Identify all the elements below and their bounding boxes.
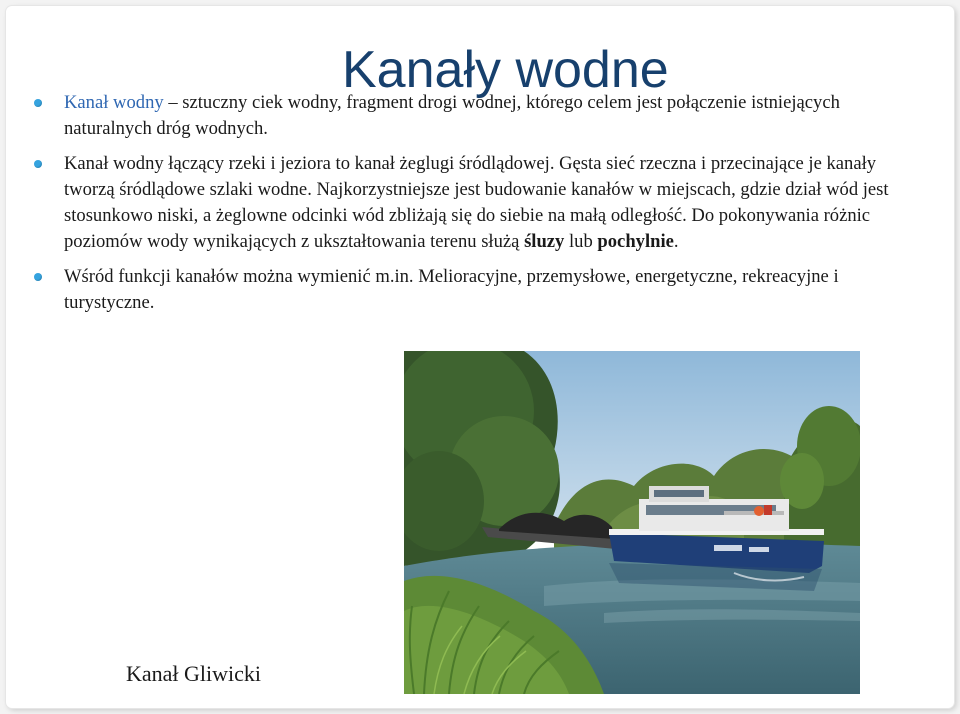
- definition-text: – sztuczny ciek wodny, fragment drogi wodnej, którego celem jest połączenie istniejących naturalnych dróg wodnych.: [64, 92, 840, 139]
- canal-photo: [404, 351, 860, 694]
- slide-title: Kanały wodne: [342, 41, 669, 99]
- bullet-item-functions: [34, 264, 914, 316]
- navigation-end: .: [673, 231, 679, 252]
- term-sluzy: śluzy: [524, 231, 565, 252]
- term-pochylnie: pochylnie: [597, 231, 674, 252]
- bullet-dot-icon: [34, 160, 42, 168]
- bullet-list: [34, 90, 914, 325]
- bullet-item-definition: [34, 90, 914, 142]
- navigation-text: Kanał wodny łączący rzeki i jeziora to kanał żeglugi śródlądowej. Gęsta sieć rzeczna i przecinające je kanały tworzą śródlądowe szlaki wodne. Najkorzystniejsze jest budowanie kanałów w miejscach, gdzie dział wód jest stosunkowo niski, a żeglowne odcinki wód zbliżają się do siebie na małą odległość. Do pokonywania różnic poziomów wody wynikających z ukształtowania terenu służą: [64, 153, 889, 252]
- bullet-dot-icon: [34, 273, 42, 281]
- functions-text: Wśród funkcji kanałów można wymienić m.in. Melioracyjne, przemysłowe, energetyczne, rekreacyjne i turystyczne.: [64, 266, 839, 313]
- bullet-item-inland-navigation: [34, 151, 914, 255]
- navigation-connector: lub: [564, 231, 598, 252]
- bullet-dot-icon: [34, 99, 42, 107]
- photo-caption: Kanał Gliwicki: [126, 661, 262, 686]
- slide: [6, 6, 954, 708]
- term-kanal-wodny: Kanał wodny: [64, 92, 164, 113]
